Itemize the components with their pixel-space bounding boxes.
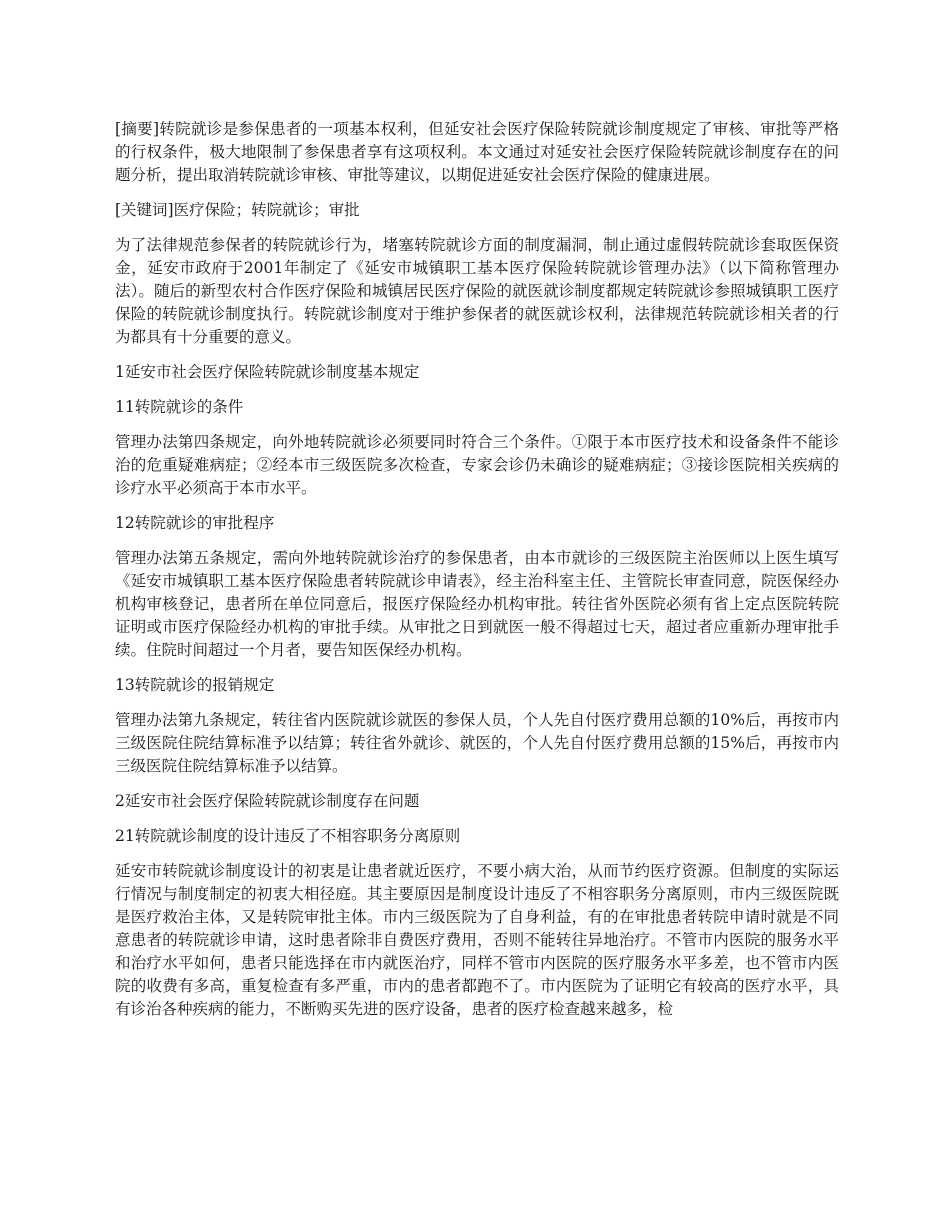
section-heading-2: 2延安市社会医疗保险转院就诊制度存在问题 bbox=[115, 792, 420, 810]
intro-paragraph: 为了法律规范参保者的转院就诊行为，堵塞转院就诊方面的制度漏洞，制止通过虚假转院就诊套取医保资金，延安市政府于2001年制定了《延安市城镇职工基本医疗保险转院就诊管理办法》（以下简称管理办法）。随后的新型农村合作医疗保险和城镇居民医疗保险的就医就诊制度都规定转院就诊参照城镇职工医疗保险的转院就诊制度执行。转院就诊制度对于维护参保者的就医就诊权利，法律规范转院就诊相关者的行为都具有十分重要的意义。 bbox=[115, 236, 839, 346]
keywords-line: [关键词]医疗保险；转院就诊；审批 bbox=[115, 201, 360, 219]
subsection-heading-2-1: 21转院就诊制度的设计违反了不相容职务分离原则 bbox=[115, 827, 461, 845]
paragraph-1-3: 管理办法第九条规定，转往省内医院就诊就医的参保人员，个人先自付医疗费用总额的10%后，再按市内三级医院住院结算标准予以结算；转往省外就诊、就医的，个人先自付医疗费用总额的15%后，再按市内三级医院住院结算标准予以结算。 bbox=[115, 711, 839, 775]
paragraph-2-1: 延安市转院就诊制度设计的初衷是让患者就近医疗，不要小病大治，从而节约医疗资源。但制度的实际运行情况与制度制定的初衷大相径庭。其主要原因是制度设计违反了不相容职务分离原则，市内三级医院既是医疗救治主体，又是转院审批主体。市内三级医院为了自身利益，有的在审批患者转院申请时就是不同意患者的转院就诊申请，这时患者除非自费医疗费用，否则不能转往异地治疗。不管市内医院的服务水平和治疗水平如何，患者只能选择在市内就医治疗，同样不管市内医院的医疗服务水平多差，也不管市内医院的收费有多高，重复检查有多严重，市内的患者都跑不了。市内医院为了证明它有较高的医疗水平，具有诊治各种疾病的能力，不断购买先进的医疗设备，患者的医疗检查越来越多，检 bbox=[115, 862, 839, 1018]
document-page bbox=[115, 118, 839, 1033]
subsection-heading-1-3: 13转院就诊的报销规定 bbox=[115, 676, 275, 694]
abstract-paragraph: [摘要]转院就诊是参保患者的一项基本权利，但延安社会医疗保险转院就诊制度规定了审核、审批等严格的行权条件，极大地限制了参保患者享有这项权利。本文通过对延安社会医疗保险转院就诊制度存在的问题分析，提出取消转院就诊审核、审批等建议，以期促进延安社会医疗保险的健康进展。 bbox=[115, 120, 839, 184]
subsection-heading-1-2: 12转院就诊的审批程序 bbox=[115, 514, 275, 532]
paragraph-1-2: 管理办法第五条规定，需向外地转院就诊治疗的参保患者，由本市就诊的三级医院主治医师以上医生填写《延安市城镇职工基本医疗保险患者转院就诊申请表》，经主治科室主任、主管院长审查同意，院医保经办机构审核登记，患者所在单位同意后，报医疗保险经办机构审批。转往省外医院必须有省上定点医院转院证明或市医疗保险经办机构的审批手续。从审批之日到就医一般不得超过七天，超过者应重新办理审批手续。住院时间超过一个月者，要告知医保经办机构。 bbox=[115, 549, 839, 659]
paragraph-1-1: 管理办法第四条规定，向外地转院就诊必须要同时符合三个条件。①限于本市医疗技术和设备条件不能诊治的危重疑难病症；②经本市三级医院多次检查，专家会诊仍未确诊的疑难病症；③接诊医院相关疾病的诊疗水平必须高于本市水平。 bbox=[115, 433, 839, 497]
section-heading-1: 1延安市社会医疗保险转院就诊制度基本规定 bbox=[115, 363, 420, 381]
subsection-heading-1-1: 11转院就诊的条件 bbox=[115, 398, 244, 416]
